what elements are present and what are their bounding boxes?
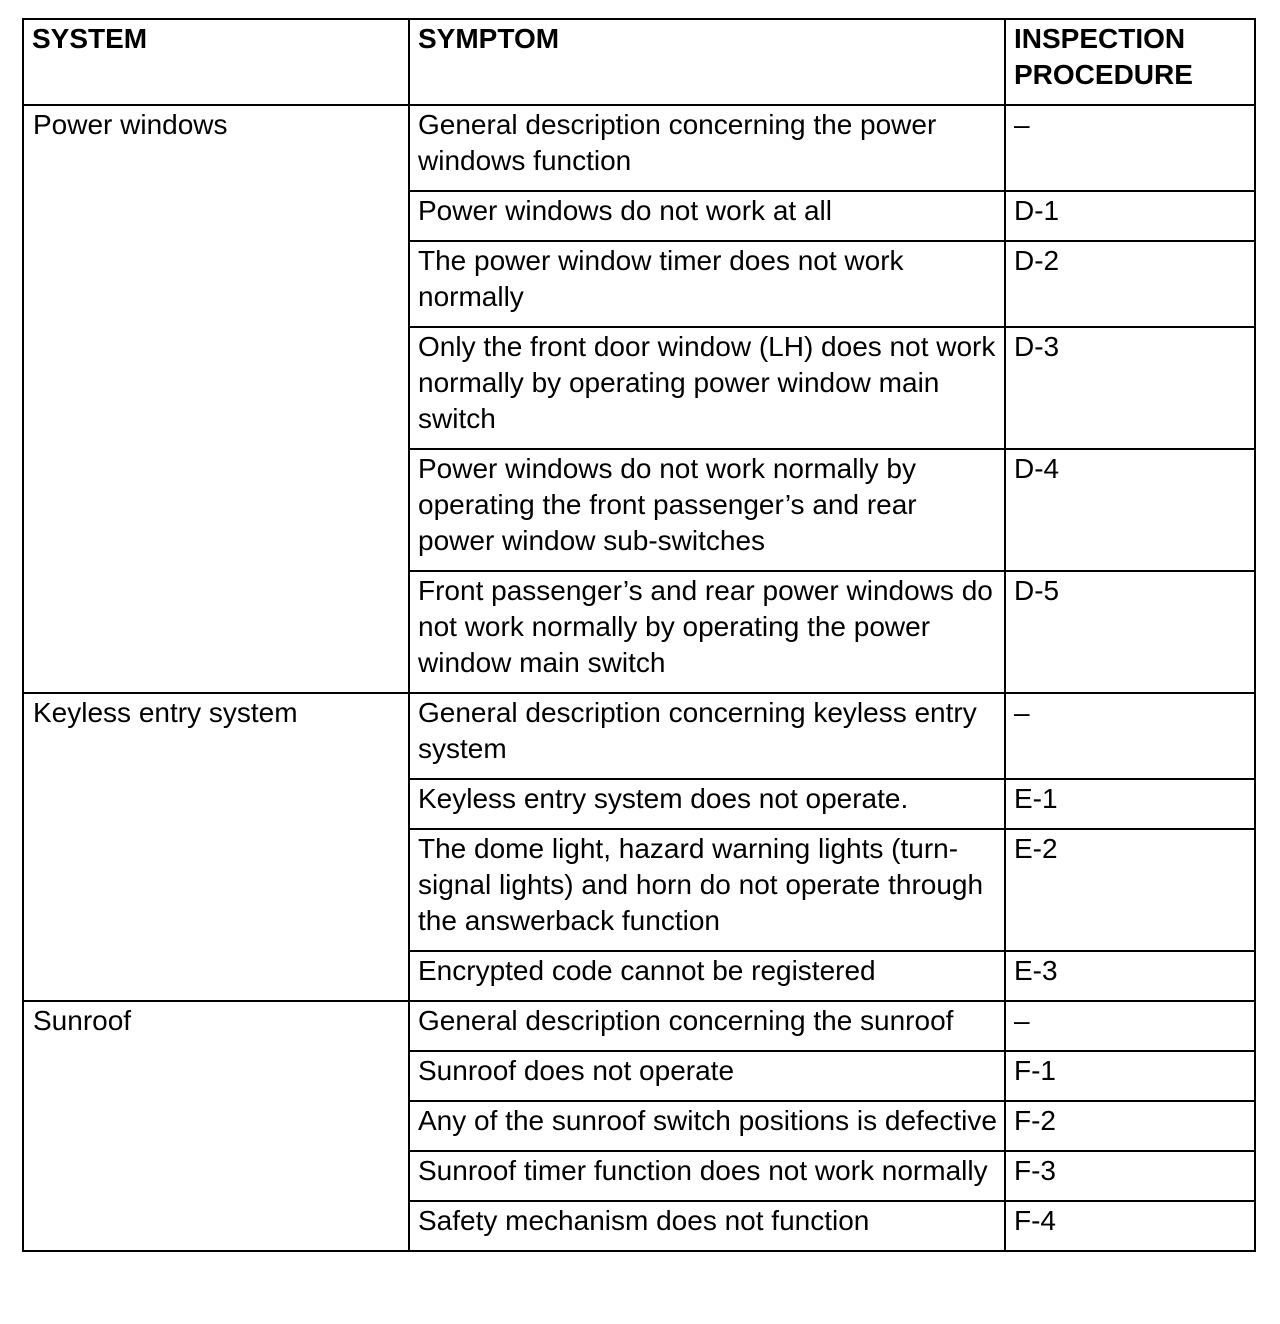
symptom-cell: General description concerning the sunroof	[409, 1001, 1005, 1051]
table-row	[23, 1001, 1255, 1051]
procedure-cell: E-3	[1005, 951, 1255, 1001]
procedure-cell: D-2	[1005, 241, 1255, 327]
symptom-cell: The power window timer does not work normally	[409, 241, 1005, 327]
header-inspection-procedure: INSPECTION PROCEDURE	[1005, 19, 1255, 105]
procedure-cell: D-1	[1005, 191, 1255, 241]
procedure-cell: F-2	[1005, 1101, 1255, 1151]
symptom-cell: Power windows do not work at all	[409, 191, 1005, 241]
procedure-cell: F-1	[1005, 1051, 1255, 1101]
symptom-cell: Sunroof timer function does not work normally	[409, 1151, 1005, 1201]
symptom-cell: Power windows do not work normally by operating the front passenger’s and rear power window sub-switches	[409, 449, 1005, 571]
symptom-cell: Any of the sunroof switch positions is defective	[409, 1101, 1005, 1151]
procedure-cell: F-3	[1005, 1151, 1255, 1201]
symptom-cell: Only the front door window (LH) does not work normally by operating power window main switch	[409, 327, 1005, 449]
procedure-cell: –	[1005, 1001, 1255, 1051]
table-row	[23, 105, 1255, 191]
header-symptom: SYMPTOM	[409, 19, 1005, 105]
procedure-cell: E-2	[1005, 829, 1255, 951]
header-system: SYSTEM	[23, 19, 409, 105]
symptom-cell: General description concerning the power windows function	[409, 105, 1005, 191]
procedure-cell: D-4	[1005, 449, 1255, 571]
symptom-cell: General description concerning keyless entry system	[409, 693, 1005, 779]
inspection-table	[22, 18, 1256, 1252]
procedure-cell: D-5	[1005, 571, 1255, 693]
system-cell: Keyless entry system	[23, 693, 409, 1001]
procedure-cell: F-4	[1005, 1201, 1255, 1251]
symptom-cell: Encrypted code cannot be registered	[409, 951, 1005, 1001]
system-cell: Sunroof	[23, 1001, 409, 1251]
symptom-cell: Keyless entry system does not operate.	[409, 779, 1005, 829]
table-row	[23, 693, 1255, 779]
symptom-cell: Sunroof does not operate	[409, 1051, 1005, 1101]
header-row	[23, 19, 1255, 105]
symptom-cell: Front passenger’s and rear power windows do not work normally by operating the power window main switch	[409, 571, 1005, 693]
procedure-cell: –	[1005, 105, 1255, 191]
system-cell: Power windows	[23, 105, 409, 693]
symptom-cell: The dome light, hazard warning lights (turn-signal lights) and horn do not operate through the answerback function	[409, 829, 1005, 951]
symptom-cell: Safety mechanism does not function	[409, 1201, 1005, 1251]
procedure-cell: D-3	[1005, 327, 1255, 449]
procedure-cell: –	[1005, 693, 1255, 779]
procedure-cell: E-1	[1005, 779, 1255, 829]
